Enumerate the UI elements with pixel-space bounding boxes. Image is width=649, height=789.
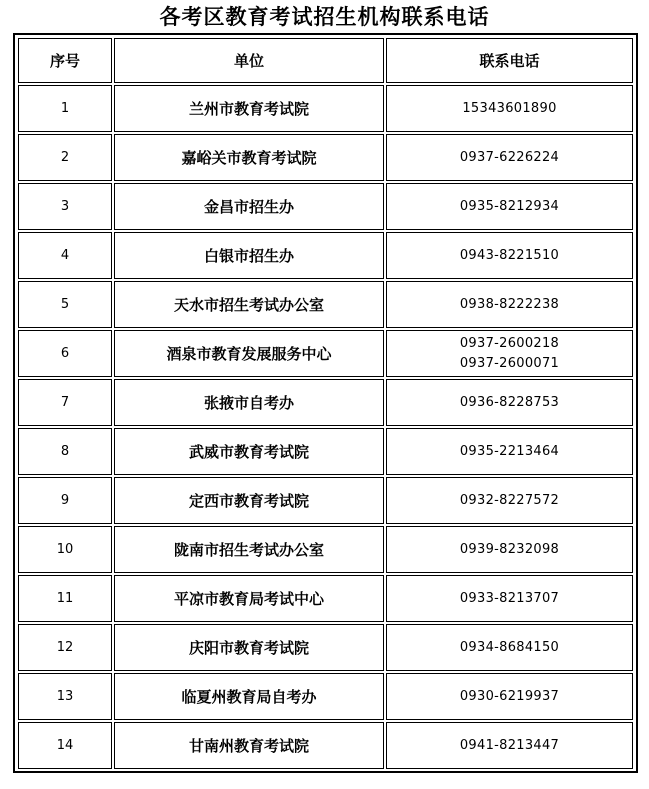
table-row <box>18 624 633 671</box>
phone-number: 0939-8232098 <box>459 541 560 557</box>
cell-seq: 4 <box>18 232 112 279</box>
cell-phone <box>386 379 633 426</box>
phone-number: 0934-8684150 <box>459 639 560 655</box>
cell-unit: 庆阳市教育考试院 <box>114 624 384 671</box>
cell-phone <box>386 624 633 671</box>
table-row <box>18 232 633 279</box>
phone-number: 15343601890 <box>462 100 557 116</box>
table-row <box>18 281 633 328</box>
cell-phone <box>386 330 633 377</box>
cell-phone <box>386 477 633 524</box>
table-row <box>18 379 633 426</box>
table-row <box>18 134 633 181</box>
table-row <box>18 575 633 622</box>
table-row <box>18 428 633 475</box>
cell-phone <box>386 134 633 181</box>
header-phone: 联系电话 <box>386 38 633 83</box>
cell-seq: 8 <box>18 428 112 475</box>
cell-seq: 11 <box>18 575 112 622</box>
cell-phone <box>386 281 633 328</box>
cell-unit: 兰州市教育考试院 <box>114 85 384 132</box>
cell-phone <box>386 575 633 622</box>
phone-number: 0930-6219937 <box>459 688 560 704</box>
cell-seq: 1 <box>18 85 112 132</box>
page-title: 各考区教育考试招生机构联系电话 <box>159 4 490 29</box>
header-seq: 序号 <box>18 38 112 83</box>
cell-phone <box>386 526 633 573</box>
cell-seq: 6 <box>18 330 112 377</box>
cell-unit: 酒泉市教育发展服务中心 <box>114 330 384 377</box>
cell-phone <box>386 673 633 720</box>
contact-table <box>16 36 635 771</box>
table-row <box>18 673 633 720</box>
cell-unit: 嘉峪关市教育考试院 <box>114 134 384 181</box>
contact-table-frame <box>13 33 638 773</box>
phone-number: 0935-2213464 <box>459 443 560 459</box>
cell-unit: 武威市教育考试院 <box>114 428 384 475</box>
header-unit: 单位 <box>114 38 384 83</box>
cell-seq: 10 <box>18 526 112 573</box>
phone-number: 0943-8221510 <box>459 247 560 263</box>
cell-unit: 定西市教育考试院 <box>114 477 384 524</box>
cell-seq: 13 <box>18 673 112 720</box>
cell-seq: 12 <box>18 624 112 671</box>
table-header <box>18 38 633 83</box>
cell-unit: 天水市招生考试办公室 <box>114 281 384 328</box>
phone-number: 0941-8213447 <box>459 737 560 753</box>
phone-number: 0932-8227572 <box>459 492 560 508</box>
phone-number: 0938-8222238 <box>459 296 560 312</box>
phone-number: 0933-8213707 <box>459 590 560 606</box>
phone-number: 0937-2600218 <box>459 335 560 351</box>
cell-seq: 7 <box>18 379 112 426</box>
phone-number: 0935-8212934 <box>459 198 560 214</box>
cell-unit: 平凉市教育局考试中心 <box>114 575 384 622</box>
cell-seq: 2 <box>18 134 112 181</box>
cell-phone <box>386 428 633 475</box>
cell-unit: 张掖市自考办 <box>114 379 384 426</box>
table-row <box>18 85 633 132</box>
table-row <box>18 526 633 573</box>
phone-number: 0937-2600071 <box>459 355 560 371</box>
table-row <box>18 183 633 230</box>
cell-phone <box>386 232 633 279</box>
cell-seq: 5 <box>18 281 112 328</box>
header-row <box>18 38 633 83</box>
cell-phone <box>386 183 633 230</box>
table-row <box>18 330 633 377</box>
cell-unit: 甘南州教育考试院 <box>114 722 384 769</box>
table-row <box>18 722 633 769</box>
cell-phone <box>386 85 633 132</box>
cell-unit: 陇南市招生考试办公室 <box>114 526 384 573</box>
cell-unit: 金昌市招生办 <box>114 183 384 230</box>
table-body <box>18 85 633 769</box>
table-row <box>18 477 633 524</box>
cell-unit: 临夏州教育局自考办 <box>114 673 384 720</box>
cell-seq: 14 <box>18 722 112 769</box>
cell-unit: 白银市招生办 <box>114 232 384 279</box>
cell-phone <box>386 722 633 769</box>
phone-number: 0936-8228753 <box>459 394 560 410</box>
phone-number: 0937-6226224 <box>459 149 560 165</box>
cell-seq: 3 <box>18 183 112 230</box>
cell-seq: 9 <box>18 477 112 524</box>
